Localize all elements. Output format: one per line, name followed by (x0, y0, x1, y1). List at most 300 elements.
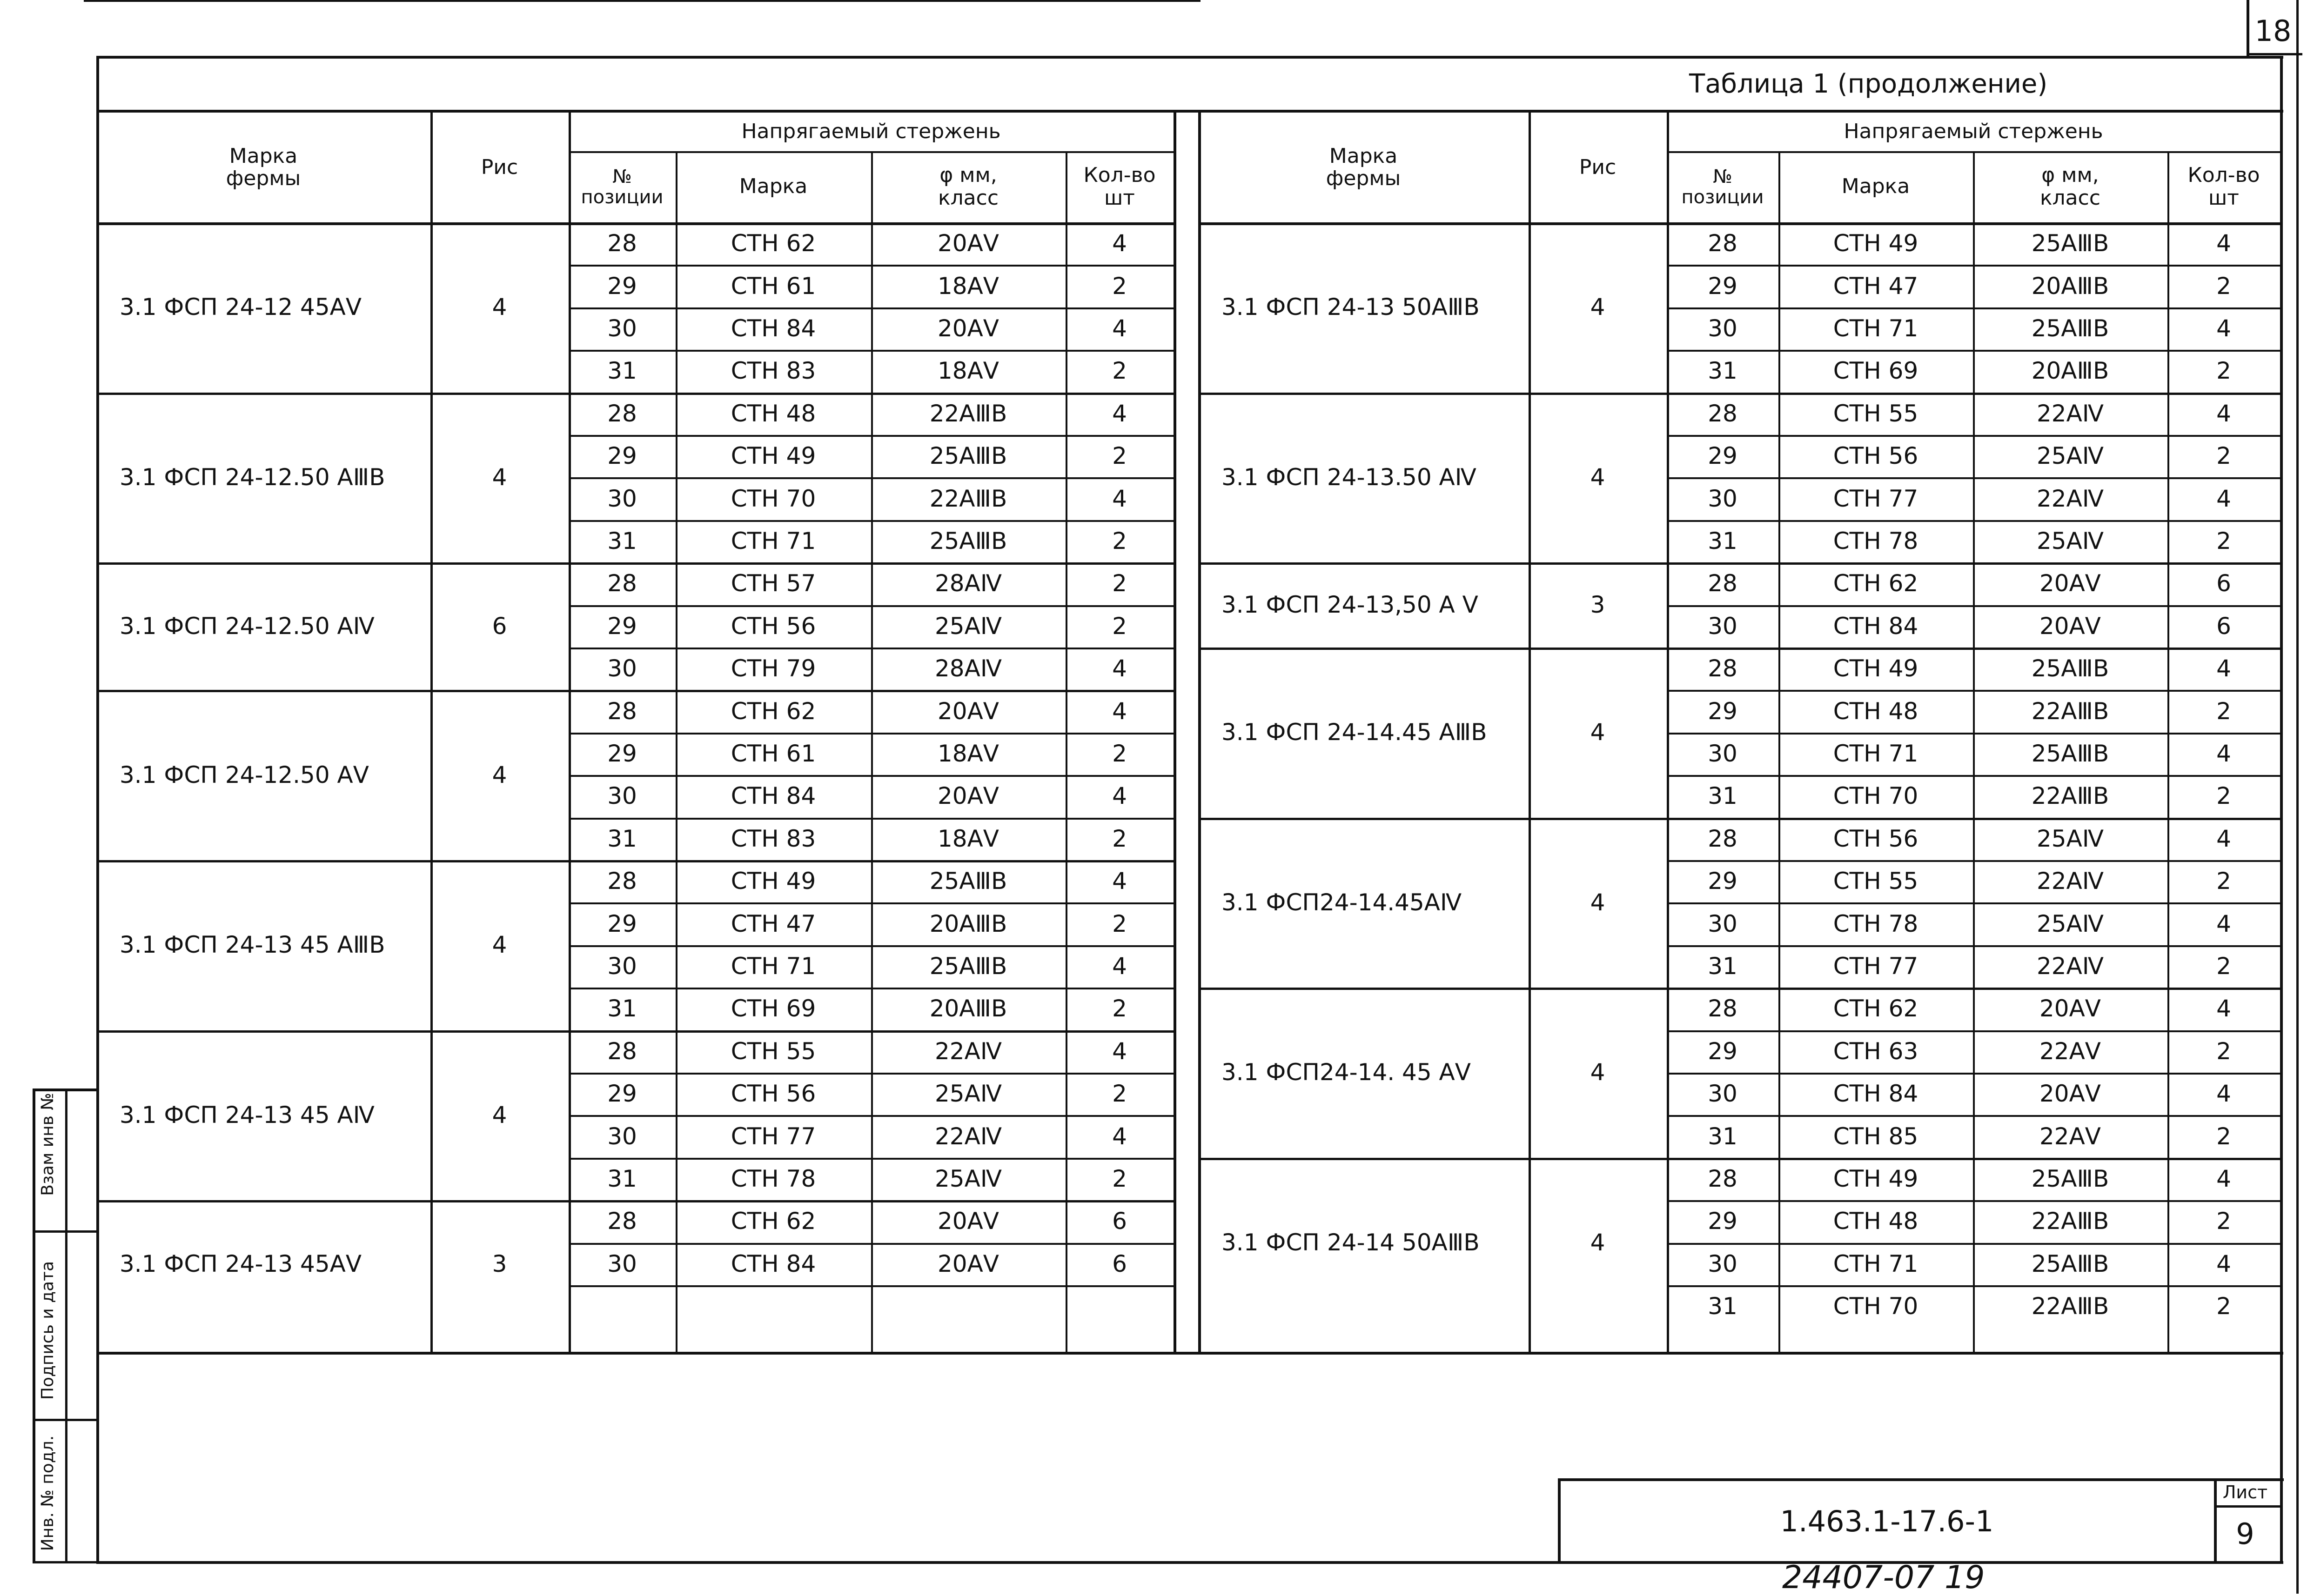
left-group-mark: 3.1 ФСП 24-13 45 АⅣ (120, 1101, 375, 1129)
frame-bottom-table (96, 1352, 2283, 1355)
row-line (569, 945, 1174, 947)
rod-diameter-class: 25АⅢВ (929, 868, 1007, 895)
row-line (1667, 1200, 2280, 1202)
rod-mark: СТН 78 (1833, 910, 1918, 937)
rod-mark: СТН 77 (1833, 952, 1918, 980)
rod-mark: СТН 62 (731, 230, 816, 257)
rod-diameter-class: 25АⅢВ (2031, 740, 2109, 767)
position-number: 28 (1708, 995, 1737, 1022)
rod-diameter-class: 20АⅤ (2039, 1080, 2101, 1108)
left-hdr-rod-group: Напрягаемый стержень (741, 120, 1001, 144)
rod-quantity: 4 (1112, 782, 1127, 810)
right-group-mark: 3.1 ФСП 24-13.50 АⅣ (1221, 463, 1476, 491)
rod-quantity: 2 (1112, 995, 1127, 1022)
rod-mark: СТН 56 (1833, 825, 1918, 852)
rod-quantity: 2 (1112, 740, 1127, 767)
rod-mark: СТН 70 (731, 485, 816, 512)
position-number: 28 (607, 1208, 637, 1235)
position-number: 29 (607, 740, 637, 767)
rod-diameter-class: 22АⅣ (2037, 868, 2104, 895)
rod-quantity: 2 (1112, 1080, 1127, 1108)
rod-mark: СТН 77 (731, 1122, 816, 1150)
row-line (1667, 435, 2280, 437)
rod-mark: СТН 55 (1833, 868, 1918, 895)
row-line (569, 1243, 1174, 1245)
rod-quantity: 4 (2216, 825, 2231, 852)
rod-quantity: 2 (1112, 1165, 1127, 1192)
rod-mark: СТН 83 (731, 357, 816, 385)
row-line (569, 733, 1174, 735)
rod-diameter-class: 25АⅢВ (2031, 655, 2109, 682)
rod-diameter-class: 28АⅣ (935, 655, 1002, 682)
rod-diameter-class (871, 1285, 1066, 1328)
position-number: 28 (1708, 400, 1737, 427)
right-group-mark: 3.1 ФСП24-14. 45 АⅤ (1221, 1059, 1471, 1086)
outer-right-line (2296, 0, 2299, 1594)
bottom-number: 24407-07 19 (1782, 1559, 1985, 1596)
left-hdr-pos (569, 151, 676, 222)
rod-quantity: 6 (2216, 570, 2231, 597)
row-line (1667, 1073, 2280, 1075)
rod-quantity: 2 (1112, 442, 1127, 470)
rod-quantity: 2 (2216, 527, 2231, 554)
row-line (1667, 605, 2280, 607)
position-number: 31 (607, 527, 637, 554)
left-group-fig: 4 (492, 1101, 507, 1129)
row-line (569, 1115, 1174, 1117)
left-group-mark: 3.1 ФСП 24-12.50 АⅢВ (120, 463, 385, 491)
rod-diameter-class: 22АⅤ (2039, 1037, 2101, 1065)
doc-code: 1.463.1-17.6-1 (1780, 1504, 1994, 1538)
rod-quantity: 4 (2216, 740, 2231, 767)
position-number: 28 (607, 230, 637, 257)
rod-mark: СТН 63 (1833, 1037, 1918, 1065)
rod-quantity: 4 (1112, 1037, 1127, 1065)
row-line (569, 775, 1174, 777)
rod-mark: СТН 71 (1833, 314, 1918, 342)
left-group-mark: 3.1 ФСП 24-13 45АⅤ (120, 1250, 362, 1277)
left-group-mark: 3.1 ФСП 24-12 45АⅤ (120, 294, 362, 321)
rod-mark: СТН 84 (1833, 1080, 1918, 1108)
position-number: 30 (607, 1250, 637, 1277)
rod-diameter-class: 25АⅣ (935, 612, 1002, 640)
rod-quantity: 2 (2216, 952, 2231, 980)
rod-quantity: 2 (2216, 697, 2231, 725)
right-hdr-pos-line2: позиции (1681, 186, 1764, 208)
row-line (1667, 350, 2280, 352)
position-number: 31 (607, 1165, 637, 1192)
rod-diameter-class: 20АⅤ (937, 1208, 999, 1235)
rod-diameter-class: 22АⅤ (2039, 1122, 2101, 1150)
row-line (1667, 733, 2280, 735)
position-number: 30 (607, 782, 637, 810)
row-line (1667, 690, 2280, 692)
right-hdr-mark (1198, 113, 1529, 222)
rod-mark: СТН 49 (1833, 1165, 1918, 1192)
rod-quantity: 4 (2216, 400, 2231, 427)
rod-diameter-class: 20АⅤ (937, 1250, 999, 1277)
rod-quantity: 2 (2216, 782, 2231, 810)
right-hdr-pos (1667, 151, 1778, 222)
row-line (569, 818, 1174, 820)
rod-diameter-class: 25АⅢВ (929, 527, 1007, 554)
rod-quantity: 4 (1112, 655, 1127, 682)
left-hdr-rod-mark: Марка (739, 174, 808, 199)
position-number: 29 (1708, 1037, 1737, 1065)
rod-diameter-class: 20АⅤ (937, 782, 999, 810)
rod-diameter-class: 18АⅤ (937, 740, 999, 767)
rod-diameter-class: 18АⅤ (937, 357, 999, 385)
rod-mark: СТН 84 (731, 1250, 816, 1277)
sidebar-sign-date: Подпись и дата (38, 1261, 57, 1400)
row-line (1667, 945, 2280, 947)
position-number: 31 (1708, 952, 1737, 980)
row-line (569, 435, 1174, 437)
top-edge-line (84, 0, 1201, 2)
position-number: 29 (607, 1080, 637, 1108)
rod-mark: СТН 83 (731, 825, 816, 852)
right-group-mark: 3.1 ФСП 24-14 50АⅢВ (1221, 1229, 1480, 1256)
row-line (1667, 307, 2280, 309)
rod-diameter-class: 22АⅣ (935, 1122, 1002, 1150)
rod-mark: СТН 48 (1833, 1208, 1918, 1235)
rod-mark: СТН 84 (731, 782, 816, 810)
rod-diameter-class: 20АⅢВ (2031, 272, 2109, 300)
rod-quantity: 4 (1112, 697, 1127, 725)
rod-mark: СТН 79 (731, 655, 816, 682)
position-number: 31 (607, 995, 637, 1022)
left-group-fig: 6 (492, 612, 507, 640)
rod-mark: СТН 55 (1833, 400, 1918, 427)
rod-mark: СТН 62 (1833, 995, 1918, 1022)
rod-diameter-class: 22АⅢВ (929, 400, 1007, 427)
rod-mark: СТН 85 (1833, 1122, 1918, 1150)
rod-quantity: 2 (2216, 1293, 2231, 1320)
position-number: 30 (607, 1122, 637, 1150)
row-line (569, 988, 1174, 989)
rod-mark: СТН 69 (1833, 357, 1918, 385)
sheet-label: Лист (2222, 1482, 2268, 1503)
right-group-mark: 3.1 ФСП 24-13 50АⅢВ (1221, 294, 1480, 321)
rod-mark: СТН 47 (1833, 272, 1918, 300)
rod-quantity: 4 (2216, 1250, 2231, 1277)
left-hdr-dia-line2: класс (938, 186, 999, 210)
rod-diameter-class: 22АⅢВ (2031, 1208, 2109, 1235)
position-number: 29 (607, 612, 637, 640)
row-line (569, 648, 1174, 649)
position-number: 28 (607, 1037, 637, 1065)
rod-diameter-class: 22АⅣ (2037, 952, 2104, 980)
row-line (569, 265, 1174, 267)
position-number: 30 (1708, 485, 1737, 512)
rod-diameter-class: 25АⅢВ (2031, 1165, 2109, 1192)
rod-diameter-class: 25АⅣ (2037, 910, 2104, 937)
rod-mark: СТН 61 (731, 740, 816, 767)
rod-mark: СТН 70 (1833, 782, 1918, 810)
left-hdr-qty-line1: Кол-во (1083, 163, 1156, 187)
rod-diameter-class: 20АⅤ (2039, 612, 2101, 640)
rod-diameter-class: 22АⅣ (2037, 485, 2104, 512)
rod-diameter-class: 18АⅤ (937, 272, 999, 300)
rod-diameter-class: 20АⅢВ (929, 910, 1007, 937)
row-line (569, 307, 1174, 309)
rod-mark: СТН 48 (731, 400, 816, 427)
position-number: 30 (607, 952, 637, 980)
left-group-mark: 3.1 ФСП 24-12.50 АⅣ (120, 612, 375, 640)
right-group-mark: 3.1 ФСП 24-13,50 А Ⅴ (1221, 591, 1478, 619)
row-line (1667, 477, 2280, 479)
rod-quantity: 2 (2216, 1122, 2231, 1150)
rod-mark: СТН 47 (731, 910, 816, 937)
right-hdr-dia-line2: класс (2039, 186, 2101, 210)
right-hdr-qty-line2: шт (2208, 186, 2239, 210)
right-group-fig: 4 (1590, 888, 1605, 916)
sheet-number: 9 (2236, 1517, 2254, 1551)
right-group-fig: 4 (1590, 294, 1605, 321)
rod-diameter-class: 22АⅢВ (2031, 1293, 2109, 1320)
rod-quantity: 2 (1112, 910, 1127, 937)
position-number: 30 (607, 655, 637, 682)
right-hdr-rod-group: Напрягаемый стержень (1844, 120, 2103, 144)
position-number: 29 (1708, 697, 1737, 725)
row-line (1667, 1030, 2280, 1032)
position-number: 29 (1708, 1208, 1737, 1235)
position-number: 31 (607, 357, 637, 385)
rod-diameter-class: 20АⅤ (937, 314, 999, 342)
row-line (1667, 1115, 2280, 1117)
row-line (569, 520, 1174, 522)
right-hdr-dia-line1: φ мм, (2041, 163, 2099, 187)
right-hdr-dia (1973, 151, 2167, 222)
rod-diameter-class: 25АⅣ (935, 1080, 1002, 1108)
rod-quantity: 2 (2216, 1037, 2231, 1065)
rod-mark: СТН 62 (731, 697, 816, 725)
page-num-box-bottom (2247, 53, 2302, 55)
position-number: 30 (1708, 910, 1737, 937)
left-hdr-dia-line1: φ мм, (939, 163, 997, 187)
rod-mark: СТН 61 (731, 272, 816, 300)
rod-quantity: 4 (1112, 314, 1127, 342)
rod-diameter-class: 25АⅣ (2037, 442, 2104, 470)
left-hdr-dia (871, 151, 1066, 222)
rod-diameter-class: 28АⅣ (935, 570, 1002, 597)
row-line (1667, 775, 2280, 777)
position-number: 28 (607, 697, 637, 725)
left-group-fig: 4 (492, 761, 507, 788)
rod-quantity: 4 (1112, 868, 1127, 895)
rod-diameter-class: 25АⅣ (935, 1165, 1002, 1192)
left-hdr-mark (96, 113, 430, 222)
left-hdr-fig: Рис (481, 155, 518, 179)
rod-quantity: 2 (2216, 357, 2231, 385)
rod-mark: СТН 71 (1833, 740, 1918, 767)
rod-mark: СТН 49 (1833, 230, 1918, 257)
rod-quantity: 6 (1112, 1250, 1127, 1277)
rod-mark: СТН 78 (731, 1165, 816, 1192)
row-line (569, 350, 1174, 352)
rod-quantity: 6 (1112, 1208, 1127, 1235)
position-number: 29 (607, 910, 637, 937)
position-number: 28 (607, 570, 637, 597)
right-group-fig: 4 (1590, 1059, 1605, 1086)
rod-quantity: 4 (2216, 995, 2231, 1022)
position-number: 29 (607, 442, 637, 470)
position-number: 29 (1708, 868, 1737, 895)
left-hdr-qty-line2: шт (1104, 186, 1135, 210)
right-group-mark: 3.1 ФСП24-14.45АⅣ (1221, 888, 1462, 916)
rod-quantity: 4 (2216, 910, 2231, 937)
rod-diameter-class: 25АⅢВ (2031, 1250, 2109, 1277)
rod-diameter-class: 25АⅢВ (2031, 230, 2109, 257)
rod-mark: СТН 84 (1833, 612, 1918, 640)
rod-mark: СТН 62 (1833, 570, 1918, 597)
left-group-mark: 3.1 ФСП 24-12.50 АⅤ (120, 761, 369, 788)
row-line (569, 1285, 1174, 1287)
rod-quantity: 4 (1112, 952, 1127, 980)
rod-mark: СТН 55 (731, 1037, 816, 1065)
row-line (1667, 1243, 2280, 1245)
rod-mark: СТН 70 (1833, 1293, 1918, 1320)
left-hdr-pos-line1: № (612, 166, 632, 187)
rod-quantity: 4 (2216, 655, 2231, 682)
left-group-fig: 4 (492, 294, 507, 321)
sidebar-inv-orig: Инв. № подл. (38, 1435, 57, 1551)
rod-quantity: 4 (2216, 1080, 2231, 1108)
right-hdr-mark-line1: Марка (1329, 144, 1398, 168)
rod-diameter-class: 20АⅢВ (929, 995, 1007, 1022)
position-number: 30 (1708, 612, 1737, 640)
rod-diameter-class: 20АⅤ (937, 697, 999, 725)
left-v6 (1174, 113, 1176, 1355)
right-hdr-pos-line1: № (1713, 166, 1732, 187)
rod-diameter-class: 25АⅣ (2037, 825, 2104, 852)
position-number: 31 (1708, 782, 1737, 810)
rod-mark (676, 1285, 871, 1328)
rod-mark: СТН 56 (1833, 442, 1918, 470)
rod-quantity: 2 (1112, 612, 1127, 640)
position-number: 31 (1708, 527, 1737, 554)
rod-quantity (1066, 1285, 1174, 1328)
row-line (1667, 902, 2280, 904)
right-hdr-fig: Рис (1579, 155, 1616, 179)
left-group-mark: 3.1 ФСП 24-13 45 АⅢВ (120, 931, 385, 959)
right-hdr-qty (2167, 151, 2280, 222)
rod-mark: СТН 84 (731, 314, 816, 342)
rod-mark: СТН 71 (731, 527, 816, 554)
right-group-mark: 3.1 ФСП 24-14.45 АⅢВ (1221, 719, 1487, 746)
position-number: 30 (607, 485, 637, 512)
rod-mark: СТН 48 (1833, 697, 1918, 725)
rod-quantity: 4 (1112, 400, 1127, 427)
sidebar-left (33, 1088, 35, 1563)
page-number: 18 (2254, 13, 2292, 48)
rod-mark: СТН 56 (731, 612, 816, 640)
rod-quantity: 2 (1112, 357, 1127, 385)
left-hdr-mark-line1: Марка (229, 144, 298, 168)
rod-diameter-class: 22АⅢВ (929, 485, 1007, 512)
rod-quantity: 2 (2216, 1208, 2231, 1235)
right-hdr-mark-line2: фермы (1326, 167, 1401, 190)
position-number: 30 (1708, 740, 1737, 767)
rod-diameter-class: 25АⅢВ (929, 442, 1007, 470)
rod-diameter-class: 25АⅢВ (929, 952, 1007, 980)
rod-diameter-class: 20АⅤ (2039, 570, 2101, 597)
rod-mark: СТН 78 (1833, 527, 1918, 554)
position-number: 31 (1708, 357, 1737, 385)
frame-top (96, 56, 2283, 59)
row-line (569, 902, 1174, 904)
rod-quantity: 4 (2216, 485, 2231, 512)
right-group-fig: 4 (1590, 463, 1605, 491)
rod-quantity: 2 (1112, 825, 1127, 852)
position-number: 31 (1708, 1293, 1737, 1320)
left-group-fig: 4 (492, 463, 507, 491)
position-number: 29 (1708, 442, 1737, 470)
rod-mark: СТН 49 (731, 442, 816, 470)
position-number: 28 (1708, 825, 1737, 852)
position-number: 28 (1708, 570, 1737, 597)
rod-mark: СТН 56 (731, 1080, 816, 1108)
rod-quantity: 2 (1112, 272, 1127, 300)
rod-diameter-class: 20АⅤ (937, 230, 999, 257)
rod-quantity: 2 (1112, 570, 1127, 597)
row-line (1667, 860, 2280, 862)
right-hdr-rod-mark: Марка (1841, 174, 1910, 199)
rod-mark: СТН 71 (1833, 1250, 1918, 1277)
rod-diameter-class: 25АⅣ (2037, 527, 2104, 554)
rod-mark: СТН 49 (1833, 655, 1918, 682)
rod-quantity: 4 (1112, 485, 1127, 512)
rod-mark: СТН 57 (731, 570, 816, 597)
position-number: 30 (1708, 1080, 1737, 1108)
left-hdr-qty (1066, 151, 1174, 222)
rod-diameter-class: 22АⅣ (935, 1037, 1002, 1065)
sidebar-mid (65, 1088, 67, 1563)
rod-quantity: 6 (2216, 612, 2231, 640)
right-group-fig: 4 (1590, 1229, 1605, 1256)
rod-mark: СТН 69 (731, 995, 816, 1022)
position-number: 31 (1708, 1122, 1737, 1150)
position-number: 30 (607, 314, 637, 342)
rod-diameter-class: 20АⅤ (2039, 995, 2101, 1022)
right-group-fig: 3 (1590, 591, 1605, 619)
sidebar-inv-sub: Взам инв № (38, 1093, 57, 1196)
right-group-fig: 4 (1590, 719, 1605, 746)
row-line (1667, 520, 2280, 522)
position-number: 28 (1708, 230, 1737, 257)
position-number: 30 (1708, 1250, 1737, 1277)
rod-quantity: 4 (2216, 1165, 2231, 1192)
position-number: 31 (607, 825, 637, 852)
position-number: 29 (607, 272, 637, 300)
position-number: 30 (1708, 314, 1737, 342)
position-number: 28 (1708, 1165, 1737, 1192)
rod-quantity: 4 (1112, 1122, 1127, 1150)
position-number: 29 (1708, 272, 1737, 300)
left-group-fig: 4 (492, 931, 507, 959)
row-line (569, 605, 1174, 607)
rod-mark: СТН 49 (731, 868, 816, 895)
rod-diameter-class: 22АⅢВ (2031, 782, 2109, 810)
rod-quantity: 2 (1112, 527, 1127, 554)
position-number: 28 (607, 400, 637, 427)
row-line (1667, 265, 2280, 267)
row-line (1667, 1285, 2280, 1287)
right-hdr-qty-line1: Кол-во (2187, 163, 2260, 187)
rod-mark: СТН 77 (1833, 485, 1918, 512)
rod-mark: СТН 62 (731, 1208, 816, 1235)
rod-quantity: 2 (2216, 868, 2231, 895)
